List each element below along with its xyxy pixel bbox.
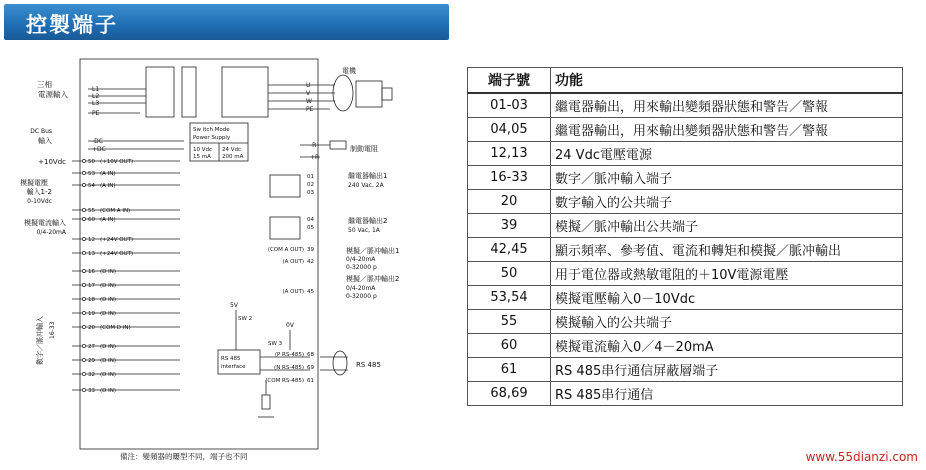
diagram-note: 備注：變頻器的屢型不同，端子也不同 xyxy=(120,452,248,461)
terminal-function-cell: 繼電器輸出，用來輸出變頻器狀態和警告／警報 xyxy=(551,93,903,118)
terminal-point xyxy=(82,283,85,286)
terminal-point xyxy=(82,269,85,272)
terminal-number-cell: 53,54 xyxy=(468,286,551,310)
table-row xyxy=(468,358,903,382)
site-watermark: www.55dianzi.com xyxy=(805,450,918,464)
terminal-number-17: 17 xyxy=(88,283,95,289)
terminal-desc-68: (P RS-485) xyxy=(274,352,304,358)
terminal-number-53: 53 xyxy=(88,171,95,177)
digital-label-1: 數字／脈冲輸入 xyxy=(36,316,44,365)
terminal-point xyxy=(82,208,85,211)
terminal-number-32: 32 xyxy=(88,372,95,378)
terminal-desc-16: (D IN) xyxy=(100,269,117,275)
relay2-label-1: 繼電器輸出2 xyxy=(348,217,388,225)
terminal-number-18: 18 xyxy=(88,297,95,303)
rs485-interface-block xyxy=(218,350,260,374)
terminal-desc-55: (COM A IN) xyxy=(100,208,131,214)
terminal-point xyxy=(82,217,85,220)
dc-bus-label-2: 輸入 xyxy=(38,137,52,145)
terminal-number-69: 69 xyxy=(307,365,314,371)
table-row xyxy=(468,93,903,118)
motor-terminal-label: PE xyxy=(306,106,314,113)
motor-body xyxy=(356,81,382,107)
dc-bus-label-1: DC Bus xyxy=(30,128,52,135)
motor-label: 電機 xyxy=(342,67,356,75)
terminal-desc-18: (D IN) xyxy=(100,297,117,303)
motor-terminal-label: U xyxy=(306,82,311,89)
relay1-label-1: 繼電器輸出1 xyxy=(348,172,388,180)
motor-terminal-label: V xyxy=(306,90,311,97)
terminal-number-05: 05 xyxy=(307,225,314,231)
terminal-desc-32: (D IN) xyxy=(100,372,117,378)
terminal-number-cell: 50 xyxy=(468,262,551,286)
terminal-point xyxy=(82,183,85,186)
rs485-cable xyxy=(333,351,347,375)
terminal-desc-12: (+24V OUT) xyxy=(100,237,134,243)
sw-label-sw2: SW 2 xyxy=(238,316,253,322)
table-row xyxy=(468,190,903,214)
terminal-number-55: 55 xyxy=(88,208,95,214)
terminal-desc-42: (A OUT) xyxy=(282,259,304,265)
power-terminal-label: L1 xyxy=(92,86,100,93)
terminal-point xyxy=(82,325,85,328)
terminal-function-cell: RS 485串行通信屏蔽層端子 xyxy=(551,358,903,382)
terminal-number-19: 19 xyxy=(88,311,95,317)
aout2-label-3: 0-32000 p xyxy=(346,293,377,300)
terminal-number-61: 61 xyxy=(307,378,314,384)
terminal-desc-60: (A IN) xyxy=(100,217,116,223)
terminal-number-33: 33 xyxy=(88,388,95,394)
terminal-number-cell: 04,05 xyxy=(468,118,551,142)
aout2-label-2: 0/4-20mA xyxy=(346,285,376,292)
terminal-function-cell: 數字輸入的公共端子 xyxy=(551,190,903,214)
power-terminal-label: L2 xyxy=(92,93,100,100)
smps-value-1: 10 Vdc xyxy=(193,147,213,153)
smps-value-2: 15 mA xyxy=(193,154,211,160)
terminal-point xyxy=(82,388,85,391)
dc-link-block xyxy=(182,67,196,117)
terminal-number-02: 02 xyxy=(307,182,314,188)
terminal-point xyxy=(82,297,85,300)
terminal-number-16: 16 xyxy=(88,269,95,275)
power-terminal-label: L3 xyxy=(92,100,100,107)
terminal-point xyxy=(82,311,85,314)
power-terminal-label: +DC xyxy=(92,146,106,153)
three-phase-label-2: 電源輸入 xyxy=(38,90,68,99)
table-row xyxy=(468,262,903,286)
table-header-function: 功能 xyxy=(551,68,903,94)
smps-label-2: Power Supply xyxy=(193,135,231,141)
terminal-point xyxy=(82,237,85,240)
table-row xyxy=(468,286,903,310)
terminal-function-cell: 繼電器輸出，用來輸出變頻器狀態和警告／警報 xyxy=(551,118,903,142)
terminal-number-27: 27 xyxy=(88,344,95,350)
rs485-if-label-1: RS 485 xyxy=(221,356,241,362)
terminal-number-20: 20 xyxy=(88,325,95,331)
terminal-desc-13: (+24V OUT) xyxy=(100,251,134,257)
terminal-number-cell: 12,13 xyxy=(468,142,551,166)
analog-i-label-2: 0/4-20mA xyxy=(36,229,66,236)
terminal-number-cell: 60 xyxy=(468,334,551,358)
sw-label-sw3: SW 3 xyxy=(268,341,283,347)
brake-resistor xyxy=(330,141,346,149)
terminal-number-50: 50 xyxy=(88,159,95,165)
terminal-number-cell: 61 xyxy=(468,358,551,382)
aout1-label-2: 0/4-20mA xyxy=(346,256,376,263)
smps-value-3: 24 Vdc xyxy=(222,147,242,153)
terminal-point xyxy=(82,344,85,347)
terminal-number-cell: 20 xyxy=(468,190,551,214)
terminal-number-cell: 42,45 xyxy=(468,238,551,262)
terminal-desc-45: (A OUT) xyxy=(282,289,304,295)
relay1-label-2: 240 Vac, 2A xyxy=(348,182,384,189)
power-terminal-label: -DC xyxy=(92,138,103,145)
page-title: 控製端子 xyxy=(26,13,118,37)
rs485-if-label-2: interface xyxy=(221,364,246,370)
table-row xyxy=(468,334,903,358)
terminal-desc-20: (COM D IN) xyxy=(100,325,131,331)
inverter-block xyxy=(222,67,268,117)
terminal-function-cell: 顯示頻率、參考值、電流和轉矩和模擬／脈冲輸出 xyxy=(551,238,903,262)
terminal-function-cell: 模擬輸入的公共端子 xyxy=(551,310,903,334)
terminal-number-cell: 16-33 xyxy=(468,166,551,190)
motor-cable xyxy=(333,75,353,111)
terminal-number-12: 12 xyxy=(88,237,95,243)
terminal-number-39: 39 xyxy=(307,247,314,253)
terminal-desc-19: (D IN) xyxy=(100,311,117,317)
terminal-function-cell: 數字／脈冲輸入端子 xyxy=(551,166,903,190)
rs485-label: RS 485 xyxy=(356,361,381,369)
motor-terminal-label: W xyxy=(306,98,312,105)
terminal-number-cell: 01-03 xyxy=(468,93,551,118)
terminal-function-cell: 用于電位器或熱敏電阻的＋10V電源電壓 xyxy=(551,262,903,286)
terminal-desc-27: (D IN) xyxy=(100,344,117,350)
terminal-number-68: 68 xyxy=(307,352,314,358)
smps-label-1: Sw itch Mode xyxy=(193,127,230,133)
terminal-function-cell: RS 485串行通信 xyxy=(551,382,903,406)
terminal-number-13: 13 xyxy=(88,251,95,257)
wiring-diagram xyxy=(0,45,460,465)
table-row xyxy=(468,214,903,238)
terminal-number-54: 54 xyxy=(88,183,95,189)
terminal-desc-54: (A IN) xyxy=(100,183,116,189)
aout2-label-1: 模擬／脈冲輸出2 xyxy=(346,275,400,283)
aout1-label-3: 0-32000 p xyxy=(346,264,377,271)
terminal-number-45: 45 xyxy=(307,289,314,295)
smps-value-4: 200 mA xyxy=(222,154,244,160)
rectifier-block xyxy=(146,67,174,117)
table-row xyxy=(468,142,903,166)
digital-label-2: 16-33 xyxy=(49,321,56,339)
terminal-number-42: 42 xyxy=(307,259,314,265)
brake-label: 制動電阻 xyxy=(350,145,378,153)
table-header-terminal-no: 端子號 xyxy=(468,68,551,94)
terminal-desc-33: (D IN) xyxy=(100,388,117,394)
terminal-function-cell: 模擬電壓輸入0－10Vdc xyxy=(551,286,903,310)
terminal-number-cell: 55 xyxy=(468,310,551,334)
terminal-desc-29: (D IN) xyxy=(100,358,117,364)
v10-label: +10Vdc xyxy=(38,158,66,166)
aout1-label-1: 模擬／脈冲輸出1 xyxy=(346,247,400,255)
sw-label-0v: 0V xyxy=(286,322,294,329)
analog-i-label-1: 模擬電流輸入 xyxy=(24,219,66,227)
terminal-function-cell: 模擬／脈冲輸出公共端子 xyxy=(551,214,903,238)
analog-v-label-2: 輸入1-2 xyxy=(26,188,52,196)
terminal-function-table xyxy=(467,67,903,406)
brake-terminal-label: +R xyxy=(310,154,320,161)
terminal-number-04: 04 xyxy=(307,217,314,223)
table-row xyxy=(468,166,903,190)
relay2-label-2: 50 Vac, 1A xyxy=(348,227,380,234)
analog-v-label-1: 模擬電壓 xyxy=(20,179,48,187)
sw-label-5v: 5V xyxy=(230,302,238,309)
three-phase-label-1: 三相 xyxy=(37,80,52,89)
header-bar xyxy=(4,4,449,40)
terminal-desc-50: (+10V OUT) xyxy=(100,159,134,165)
terminal-function-cell: 模擬電流輸入0／4－20mA xyxy=(551,334,903,358)
terminal-desc-53: (A IN) xyxy=(100,171,116,177)
terminal-number-29: 29 xyxy=(88,358,95,364)
terminal-number-60: 60 xyxy=(88,217,95,223)
terminal-function-cell: 24 Vdc電壓電源 xyxy=(551,142,903,166)
terminal-number-cell: 39 xyxy=(468,214,551,238)
terminal-point xyxy=(82,372,85,375)
terminal-point xyxy=(82,251,85,254)
power-terminal-label: PE xyxy=(92,110,100,117)
relay-1-contact xyxy=(270,175,300,197)
table-row xyxy=(468,310,903,334)
terminal-number-01: 01 xyxy=(307,174,314,180)
terminal-desc-17: (D IN) xyxy=(100,283,117,289)
terminal-point xyxy=(82,358,85,361)
terminal-desc-39: (COM A OUT) xyxy=(267,247,304,253)
terminal-desc-69: (N RS-485) xyxy=(274,365,304,371)
terminal-point xyxy=(82,171,85,174)
analog-v-label-3: 0-10Vdc xyxy=(27,198,52,205)
terminal-number-cell: 68,69 xyxy=(468,382,551,406)
table-row xyxy=(468,238,903,262)
brake-terminal-label: -R xyxy=(310,142,317,149)
terminal-point xyxy=(82,159,85,162)
terminal-desc-61: (COM RS-485) xyxy=(265,378,304,384)
table-row xyxy=(468,382,903,406)
table-row xyxy=(468,118,903,142)
relay-2-contact xyxy=(270,217,300,239)
terminal-number-03: 03 xyxy=(307,190,314,196)
